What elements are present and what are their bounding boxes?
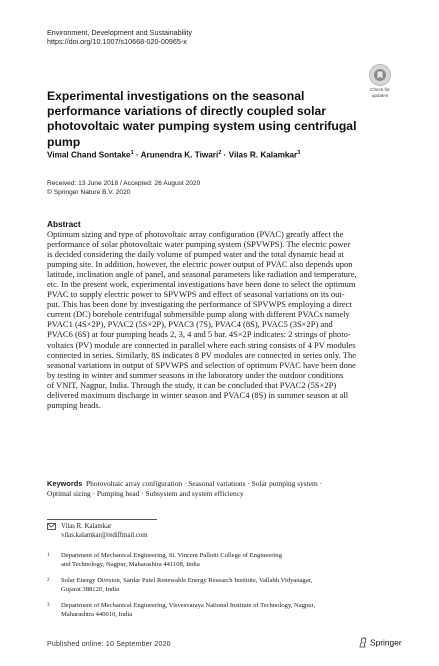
affiliation-number: 2 (47, 578, 50, 583)
author-affiliation-number: 2 (218, 150, 222, 156)
journal-name: Environment, Development and Sustainability (47, 28, 193, 37)
keywords-section (47, 479, 392, 499)
article-title: Experimental investigations on the seasonal performance variations of directly coupled solar photovoltaic water pumping system using centrifugal pump (47, 89, 357, 149)
abstract-line: put. This has been done by investigating the performance of SPVWPS employing a direct (47, 299, 352, 310)
abstract-line: pumping heads. (47, 399, 101, 410)
author-name[interactable]: Vimal Chand Sontake (47, 150, 131, 160)
abstract-line: connected in series. Similarly, 8S indicates 8 PV modules are connected in series only. The (47, 349, 356, 360)
affiliation-line: Department of Mechanical Engineering, St. Vincent Pallotti College of Engineering (61, 552, 282, 559)
keywords-label: Keywords (47, 479, 83, 488)
abstract-line: PVAC to supply electric power to SPVWPS and effect of seasonal variations on its out- (47, 289, 345, 300)
affiliation-line: Maharashtra 440010, India (61, 610, 133, 618)
springer-horse-icon (358, 637, 368, 650)
publisher-logo (358, 637, 402, 650)
affiliation-line: Gujarat 388120, India (61, 585, 120, 593)
author-name[interactable]: Arunendra K. Tiwari (140, 150, 219, 160)
affiliation-number: 3 (47, 603, 50, 608)
affiliation-number: 1 (47, 553, 50, 558)
abstract-line: of VNIT, Nagpur, India. Through the study, it can be concluded that PVAC2 (5S×2P) (47, 379, 337, 390)
abstract-line: Optimum sizing and type of photovoltaic array configuration (PVAC) greatly affect the (47, 229, 344, 239)
footnote-divider (47, 519, 157, 520)
corresponding-author (47, 522, 148, 540)
affiliation-line: Department of Mechanical Engineering, Visvesvaraya National Institute of Technology, Nagpur, (61, 602, 316, 609)
author-separator: · (133, 150, 141, 160)
publisher-name: Springer (370, 637, 402, 648)
affiliation-line: and Technology, Nagpur, Maharashtra 441108, India (61, 560, 200, 568)
abstract-line: PVAC1 (4S×2P), PVAC2 (5S×2P), PVAC3 (7S), PVAC4 (8S), PVAC5 (3S×2P) and (47, 319, 333, 330)
author-list (47, 150, 397, 160)
abstract-line: voltaics (PV) module are connected in parallel where each string consists of 4 PV modules (47, 339, 356, 350)
article-dates (47, 180, 200, 198)
abstract-line: PVAC6 (6S) at four pumping heads 2, 3, 4 and 5 bar. 4S×2P indicates: 2 strings of photo- (47, 329, 351, 340)
keywords-line: Photovoltaic array configuration · Seasonal variations · Solar pumping system · (86, 479, 323, 488)
author-affiliation-number: 1 (130, 150, 134, 156)
keywords-line: Optimal sizing · Pumping head · Subsystem and system efficiency (47, 489, 244, 498)
published-online-date: Published online: 10 September 2020 (47, 641, 171, 648)
corresponding-author-name: Vilas R. Kalamkar (61, 523, 112, 530)
affiliation-line: Solar Energy Division, Sardar Patel Renewable Energy Research Institute, Vallabh Vidyanagar, (61, 577, 313, 584)
author-affiliation-number: 3 (297, 150, 301, 156)
badge-label-2: updates (371, 93, 389, 98)
badge-label-1: Check for (370, 87, 390, 92)
author-name[interactable]: Vilas R. Kalamkar (228, 150, 298, 160)
abstract-line: etc. In the present work, experimental investigations have been done to select the optimum (47, 279, 356, 290)
abstract-line: seasonal variations in output of SPVWPS and selection of optimum PVAC have been done (47, 359, 356, 370)
corresponding-author-email[interactable]: vilas.kalamkar@rediffmail.com (61, 532, 148, 539)
copyright-notice: © Springer Nature B.V. 2020 (47, 188, 131, 196)
affiliation-3 (47, 602, 387, 619)
abstract-line: current (DC) borehole centrifugal submersible pump along with different PVACs namely (47, 309, 350, 320)
journal-header (47, 28, 192, 47)
abstract-line: pumping site. In addition, however, the electric power output of PVAC also depends upon (47, 259, 353, 270)
abstract-line: by testing in winter and summer seasons in the laboratory under the outdoor conditions (47, 369, 344, 380)
abstract-line: latitude, inclination angle of panel, and seasonal parameters like radiation and temperature, (47, 269, 357, 280)
affiliation-1 (47, 552, 387, 569)
abstract-line: is decided considering the daily volume of pumped water and the total dynamic head at (47, 249, 344, 260)
author-separator: · (221, 150, 229, 160)
email-icon (47, 523, 56, 533)
abstract-body (47, 229, 392, 410)
doi-link[interactable]: https://doi.org/10.1007/s10668-020-00965-x (47, 37, 187, 47)
abstract-line: performance of solar photovoltaic water pumping system (SPVWPS). The electric power (47, 239, 351, 250)
abstract-heading: Abstract (47, 219, 81, 229)
affiliation-2 (47, 577, 387, 594)
abstract-line: delivered maximum discharge in winter season and PVAC4 (8S) in summer season at all (47, 389, 349, 400)
bookmark-icon (369, 64, 391, 86)
received-accepted-dates: Received: 13 June 2018 / Accepted: 26 August 2020 (47, 180, 201, 187)
